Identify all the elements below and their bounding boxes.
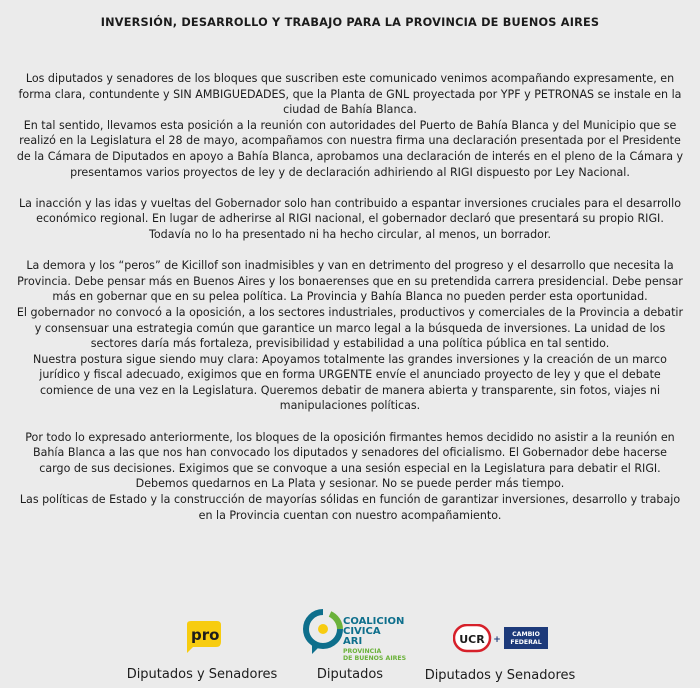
cc-line: ARI <box>343 636 363 647</box>
paragraph: La demora y los “peros” de Kicillof son inadmisibles y van en detrimento del progreso y el desarrollo que necesita la Provincia. Debe pensar más en Buenos Aires y los bonaerenses que en su pretendida carrera presidencial. Debe pensar más en gobernar que en su pelea política. La Provincia y Bahía Blanca no pueden perder esta oportunidad. <box>17 259 683 304</box>
coalicion-civica-logo-text <box>343 617 406 662</box>
ucr-logo-text: UCR <box>459 633 485 646</box>
pro-logo <box>183 620 223 658</box>
signatory-caption-cc: Diputados <box>316 667 384 682</box>
svg-text:+: + <box>493 635 501 645</box>
cambio-federal-line: CAMBIO <box>512 631 540 638</box>
cc-line: CIVICA <box>343 626 381 637</box>
cambio-federal-line: FEDERAL <box>510 639 542 646</box>
cc-sub: PROVINCIA <box>343 648 382 655</box>
signatory-caption-ucr: Diputados y Senadores <box>424 668 576 683</box>
ucr-cambio-federal-logo <box>453 624 549 658</box>
paragraph: El gobernador no convocó a la oposición, a los sectores industriales, productivos y comerciales de la Provincia a debatir y consensuar una estrategia común que garantice un marco legal a la búsqueda de inversiones. La unidad de los sectores daría más fortaleza, previsibilidad y estabilidad a una política pública en tal sentido. <box>16 305 684 351</box>
paragraph: Nuestra postura sigue siendo muy clara: Apoyamos totalmente las grandes inversiones y la creación de un marco jurídico y fiscal adecuado, exigimos que en forma URGENTE envíe el anunciado proyecto de ley y que el debate comience de una vez en la Legislatura. Queremos debatir de manera abierta y transparente, sin fotos, viajes ni manipulaciones políticas. <box>33 352 667 413</box>
paragraph-gap <box>16 243 684 259</box>
signatory-caption-pro: Diputados y Senadores <box>126 667 278 682</box>
paragraph: Las políticas de Estado y la construcción de mayorías sólidas en función de garantizar inversiones, desarrollo y trabajo en la Provincia cuentan con nuestro acompañamiento. <box>19 493 681 522</box>
paragraph: Los diputados y senadores de los bloques que suscriben este comunicado venimos acompañando expresamente, en forma clara, contundente y SIN AMBIGUEDADES, que la Planta de GNL proyectada por YPF y PETRONAS se instale en la ciudad de Bahía Blanca. <box>18 72 682 117</box>
paragraph: La inacción y las idas y vueltas del Gobernador solo han contribuido a espantar inversiones cruciales para el desarrollo económico regional. En lugar de adherirse al RIGI nacional, el gobernador declaró que presentará su propio RIGI. Todavía no lo ha presentado ni ha hecho circular, al menos, un borrador. <box>18 196 682 241</box>
paragraph: En tal sentido, llevamos esta posición a la reunión con autoridades del Puerto de Bahía Blanca y del Municipio que se realizó en la Legislatura el 28 de mayo, acompañamos con nuestra firma una declaración presentada por el Presidente de la Cámara de Diputados en apoyo a Bahía Blanca, aprobamos una declaración de interés en el pleno de la Cámara y presentamos varios proyectos de ley y de declaración adhiriendo al RIGI dispuesto por Ley Nacional. <box>16 118 684 179</box>
paragraph-gap <box>16 180 684 196</box>
paragraph: Por todo lo expresado anteriormente, los bloques de la oposición firmantes hemos decidido no asistir a la reunión en Bahía Blanca a las que nos han convocado los diputados y senadores del oficialismo. El Gobernador debe hacerse cargo de sus decisiones. Exigimos que se convoque a una sesión especial en la Legislatura para debatir el RIGI. Debemos quedarnos en La Plata y sesionar. No se puede perder más tiempo. <box>25 430 675 491</box>
cc-sub: DE BUENOS AIRES <box>343 655 407 662</box>
cc-line: COALICION <box>343 616 405 627</box>
pro-logo-text: pro <box>191 626 220 644</box>
document-title: INVERSIÓN, DESARROLLO Y TRABAJO PARA LA PROVINCIA DE BUENOS AIRES <box>100 16 600 29</box>
document-body <box>16 71 684 523</box>
paragraph-gap <box>16 414 684 430</box>
coalicion-civica-logo-mark <box>302 608 344 660</box>
